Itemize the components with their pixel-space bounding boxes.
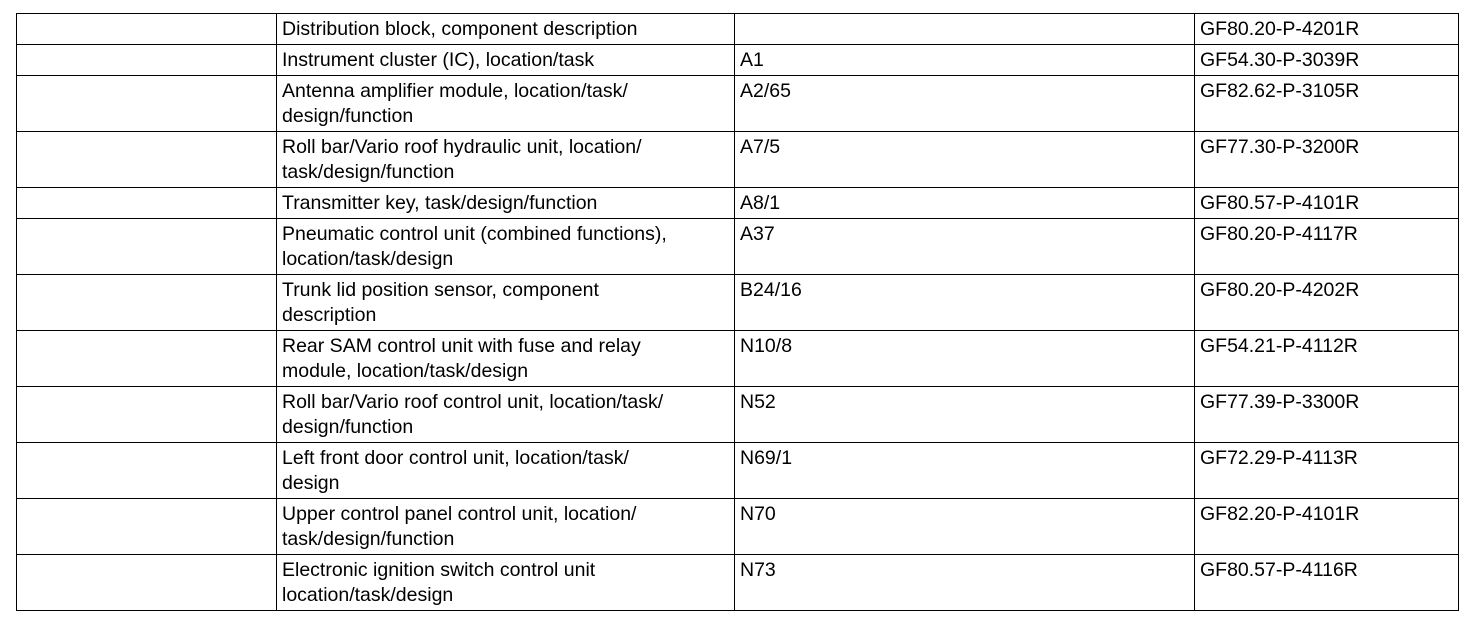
description-cell: Antenna amplifier module, location/task/ design/function <box>277 76 735 132</box>
description-cell: Trunk lid position sensor, component description <box>277 275 735 331</box>
component-reference-table <box>16 13 1459 611</box>
description-cell: Left front door control unit, location/task/ design <box>277 443 735 499</box>
blank-cell <box>17 14 277 45</box>
table-row <box>17 76 1459 132</box>
blank-cell <box>17 275 277 331</box>
blank-cell <box>17 555 277 611</box>
description-cell: Roll bar/Vario roof control unit, location/task/ design/function <box>277 387 735 443</box>
description-cell: Electronic ignition switch control unit location/task/design <box>277 555 735 611</box>
table-row <box>17 499 1459 555</box>
blank-cell <box>17 45 277 76</box>
document-number-cell: GF54.30-P-3039R <box>1195 45 1459 76</box>
blank-cell <box>17 331 277 387</box>
document-number-cell: GF80.20-P-4202R <box>1195 275 1459 331</box>
document-number-cell: GF72.29-P-4113R <box>1195 443 1459 499</box>
table-row <box>17 132 1459 188</box>
table-row <box>17 555 1459 611</box>
document-number-cell: GF77.39-P-3300R <box>1195 387 1459 443</box>
description-cell: Instrument cluster (IC), location/task <box>277 45 735 76</box>
document-number-cell: GF82.20-P-4101R <box>1195 499 1459 555</box>
component-code-cell: N52 <box>735 387 1195 443</box>
blank-cell <box>17 387 277 443</box>
document-number-cell: GF77.30-P-3200R <box>1195 132 1459 188</box>
component-code-cell: N73 <box>735 555 1195 611</box>
document-number-cell: GF82.62-P-3105R <box>1195 76 1459 132</box>
description-cell: Roll bar/Vario roof hydraulic unit, location/ task/design/function <box>277 132 735 188</box>
description-cell: Distribution block, component description <box>277 14 735 45</box>
description-cell: Transmitter key, task/design/function <box>277 188 735 219</box>
component-code-cell: A37 <box>735 219 1195 275</box>
blank-cell <box>17 132 277 188</box>
document-number-cell: GF54.21-P-4112R <box>1195 331 1459 387</box>
component-code-cell: A1 <box>735 45 1195 76</box>
component-code-cell <box>735 14 1195 45</box>
description-cell: Rear SAM control unit with fuse and relay module, location/task/design <box>277 331 735 387</box>
blank-cell <box>17 443 277 499</box>
blank-cell <box>17 76 277 132</box>
table-row <box>17 331 1459 387</box>
table-row <box>17 387 1459 443</box>
blank-cell <box>17 219 277 275</box>
table-row <box>17 188 1459 219</box>
component-code-cell: A8/1 <box>735 188 1195 219</box>
component-code-cell: B24/16 <box>735 275 1195 331</box>
table-row <box>17 45 1459 76</box>
table-row <box>17 275 1459 331</box>
blank-cell <box>17 188 277 219</box>
description-cell: Pneumatic control unit (combined functions), location/task/design <box>277 219 735 275</box>
document-number-cell: GF80.20-P-4201R <box>1195 14 1459 45</box>
document-number-cell: GF80.20-P-4117R <box>1195 219 1459 275</box>
description-cell: Upper control panel control unit, location/ task/design/function <box>277 499 735 555</box>
table-row <box>17 443 1459 499</box>
table-row <box>17 14 1459 45</box>
component-code-cell: N70 <box>735 499 1195 555</box>
blank-cell <box>17 499 277 555</box>
component-code-cell: A2/65 <box>735 76 1195 132</box>
document-number-cell: GF80.57-P-4101R <box>1195 188 1459 219</box>
component-code-cell: N10/8 <box>735 331 1195 387</box>
component-code-cell: A7/5 <box>735 132 1195 188</box>
component-code-cell: N69/1 <box>735 443 1195 499</box>
document-number-cell: GF80.57-P-4116R <box>1195 555 1459 611</box>
table-row <box>17 219 1459 275</box>
